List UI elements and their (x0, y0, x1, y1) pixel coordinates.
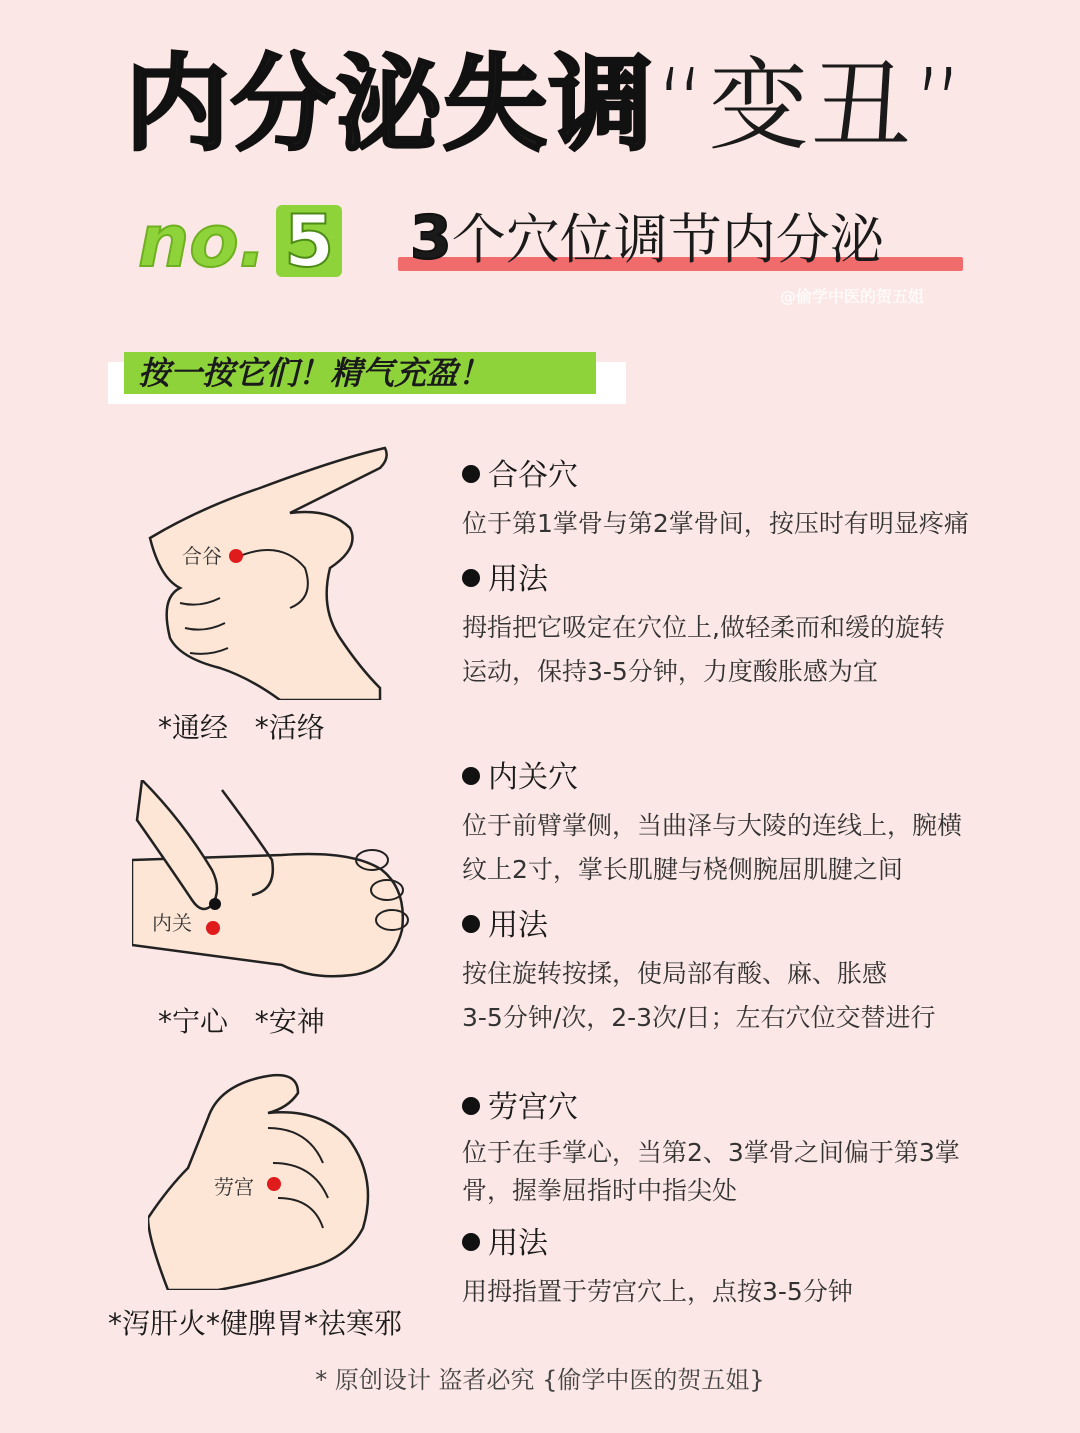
title-quote: “变丑” (655, 47, 967, 164)
hegu-tag: *活络 (254, 711, 325, 744)
footer-copyright: * 原创设计 盗者必究 {偷学中医的贺五姐} (315, 1366, 765, 1394)
watermark: @偷学中医的贺五姐 (780, 287, 925, 306)
neiguan-name: 内关穴 (488, 760, 578, 795)
laogong-tag: *健脾胃 (206, 1307, 305, 1340)
hegu-name: 合谷穴 (488, 458, 578, 493)
bullet-icon (462, 915, 480, 933)
laogong-usage-line: 用拇指置于劳宫穴上，点按3-5分钟 (462, 1277, 853, 1306)
hegu-hand-illustration (140, 438, 390, 700)
bullet-icon (462, 465, 480, 483)
laogong-tag: *泻肝火 (108, 1307, 207, 1340)
headline-text: 个穴位调节内分泌 (451, 208, 884, 271)
hegu-tags (158, 706, 325, 746)
laogong-usage-title: 用法 (488, 1226, 548, 1261)
neiguan-tag: *安神 (254, 1005, 325, 1038)
hegu-usage-line: 运动，保持3-5分钟，力度酸胀感为宜 (462, 657, 878, 686)
laogong-location-line: 位于在手掌心，当第2、3掌骨之间偏于第3掌 (462, 1138, 960, 1167)
headline (410, 203, 884, 273)
laogong-label: 劳宫 (214, 1175, 254, 1199)
neiguan-usage-line: 3-5分钟/次，2-3次/日；左右穴位交替进行 (462, 1003, 936, 1032)
laogong-tag: *祛寒邪 (304, 1307, 403, 1340)
neiguan-usage-line: 按住旋转按揉，使局部有酸、麻、胀感 (462, 959, 888, 988)
badge-prefix: no. (138, 199, 267, 283)
headline-number: 3 (410, 203, 452, 273)
title-main: 内分泌失调 (125, 43, 656, 165)
hegu-label: 合谷 (182, 544, 222, 568)
number-badge (138, 199, 342, 283)
laogong-name: 劳宫穴 (488, 1090, 578, 1125)
bullet-icon (462, 569, 480, 587)
laogong-hand-illustration (148, 1068, 378, 1290)
badge-number: 5 (276, 205, 342, 277)
bullet-icon (462, 767, 480, 785)
hegu-usage-line: 拇指把它吸定在穴位上,做轻柔而和缓的旋转 (462, 613, 945, 642)
hegu-location: 位于第1掌骨与第2掌骨间，按压时有明显疼痛 (462, 509, 969, 538)
hegu-tag: *通经 (158, 711, 229, 744)
neiguan-tag: *宁心 (158, 1005, 229, 1038)
neiguan-location-line: 位于前臂掌侧，当曲泽与大陵的连线上，腕横 (462, 811, 963, 840)
laogong-section (462, 1088, 1022, 1328)
neiguan-location-line: 纹上2寸，掌长肌腱与桡侧腕屈肌腱之间 (462, 855, 903, 884)
bullet-icon (462, 1233, 480, 1251)
laogong-tags (108, 1302, 402, 1342)
neiguan-usage-title: 用法 (488, 908, 548, 943)
bullet-icon (462, 1097, 480, 1115)
hegu-usage-title: 用法 (488, 562, 548, 597)
page-title (125, 43, 967, 165)
banner: 按一按它们！精气充盈！ (124, 352, 596, 394)
neiguan-label: 内关 (152, 911, 192, 935)
neiguan-hand-illustration (132, 780, 412, 980)
laogong-location-line: 骨，握拳屈指时中指尖处 (462, 1176, 738, 1205)
neiguan-tags (158, 1000, 325, 1040)
neiguan-section (462, 758, 1022, 1054)
hegu-section (462, 456, 1022, 708)
